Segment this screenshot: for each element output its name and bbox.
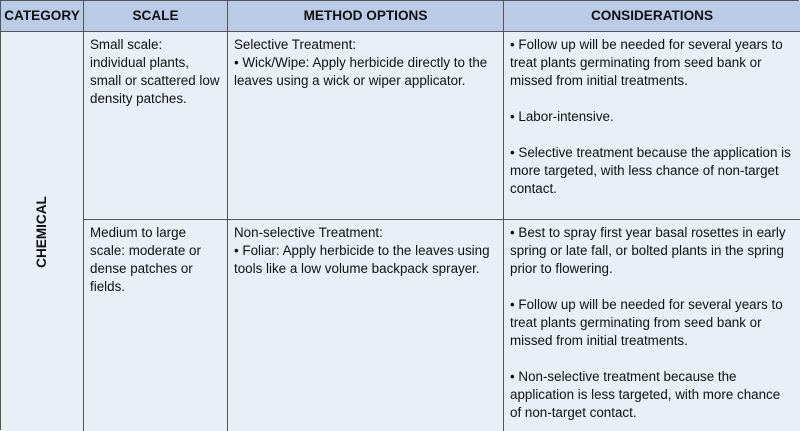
scale-text: Medium to large scale: moderate or dense patches or fields. <box>90 225 201 294</box>
consideration-item: • Selective treatment because the application is more targeted, with less chance of non-target contact. <box>510 145 791 196</box>
category-cell <box>1 32 84 431</box>
consideration-item: • Non-selective treatment because the application is less targeted, with more chance of non-target contact. <box>510 369 781 420</box>
method-detail: • Foliar: Apply herbicide to the leaves using tools like a low volume backpack sprayer. <box>234 243 490 276</box>
header-scale: SCALE <box>84 1 228 32</box>
considerations-cell-non-selective <box>504 220 800 431</box>
scale-text: Small scale: individual plants, small or scattered low density patches. <box>90 37 220 106</box>
header-category: CATEGORY <box>1 1 84 32</box>
method-cell-selective <box>228 32 504 220</box>
consideration-item: • Follow up will be needed for several years to treat plants germinating from seed bank or missed from initial treatments. <box>510 37 783 88</box>
method-cell-non-selective <box>228 220 504 431</box>
consideration-item: • Follow up will be needed for several years to treat plants germinating from seed bank or missed from initial treatments. <box>510 297 783 348</box>
consideration-item: • Best to spray first year basal rosettes in early spring or late fall, or bolted plants in the spring prior to flowering. <box>510 225 786 276</box>
scale-cell-small <box>84 32 228 220</box>
category-label: CHEMICAL <box>34 195 49 268</box>
consideration-item: • Labor-intensive. <box>510 109 614 124</box>
considerations-cell-selective <box>504 32 800 220</box>
scale-cell-medium-large <box>84 220 228 431</box>
header-considerations: CONSIDERATIONS <box>504 1 800 32</box>
header-method-options: METHOD OPTIONS <box>228 1 504 32</box>
method-detail: • Wick/Wipe: Apply herbicide directly to the leaves using a wick or wiper applicator. <box>234 55 488 88</box>
method-title: Selective Treatment: <box>234 37 357 52</box>
method-title: Non-selective Treatment: <box>234 225 383 240</box>
